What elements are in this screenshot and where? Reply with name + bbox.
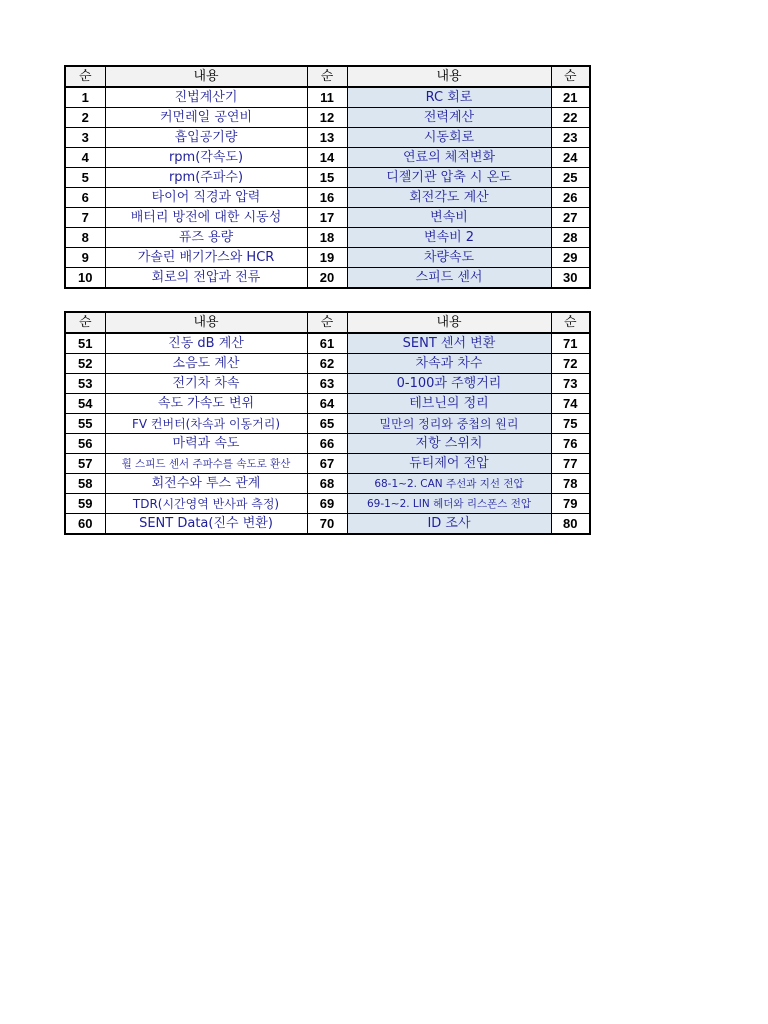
item-number: 77 [551, 454, 590, 474]
index-table-1 [64, 65, 591, 289]
item-title[interactable]: 마력과 속도 [105, 434, 307, 454]
table-row [65, 248, 590, 268]
item-number: 26 [551, 188, 590, 208]
item-number: 10 [65, 268, 105, 289]
header-content: 내용 [347, 312, 551, 333]
item-title[interactable]: 회로의 전압과 전류 [105, 268, 307, 289]
item-number: 7 [65, 208, 105, 228]
item-number: 20 [307, 268, 347, 289]
header-num: 순 [307, 66, 347, 87]
item-number: 28 [551, 228, 590, 248]
item-title[interactable]: 연료의 체적변화 [347, 148, 551, 168]
item-number: 16 [307, 188, 347, 208]
item-title[interactable]: 밀만의 정리와 중첩의 원리 [347, 414, 551, 434]
item-title[interactable]: SENT Data(진수 변환) [105, 514, 307, 535]
header-content: 내용 [105, 312, 307, 333]
item-title[interactable]: 진동 dB 계산 [105, 333, 307, 354]
table-row [65, 514, 590, 535]
item-number: 57 [65, 454, 105, 474]
item-number: 54 [65, 394, 105, 414]
item-number: 24 [551, 148, 590, 168]
item-title[interactable]: 디젤기관 압축 시 온도 [347, 168, 551, 188]
item-title[interactable]: TDR(시간영역 반사파 측정) [105, 494, 307, 514]
table-row [65, 374, 590, 394]
table-row [65, 128, 590, 148]
item-number: 67 [307, 454, 347, 474]
table-row [65, 108, 590, 128]
item-title[interactable]: SENT 센서 변환 [347, 333, 551, 354]
table-row [65, 268, 590, 289]
table-row [65, 434, 590, 454]
header-content: 내용 [105, 66, 307, 87]
item-title[interactable]: FV 컨버터(차속과 이동거리) [105, 414, 307, 434]
item-number: 17 [307, 208, 347, 228]
item-number: 76 [551, 434, 590, 454]
item-number: 25 [551, 168, 590, 188]
item-number: 79 [551, 494, 590, 514]
item-number: 56 [65, 434, 105, 454]
item-title[interactable]: 테브닌의 정리 [347, 394, 551, 414]
item-number: 58 [65, 474, 105, 494]
item-number: 64 [307, 394, 347, 414]
item-number: 55 [65, 414, 105, 434]
item-number: 29 [551, 248, 590, 268]
item-title[interactable]: 회전각도 계산 [347, 188, 551, 208]
table-row [65, 168, 590, 188]
item-title[interactable]: 가솔린 배기가스와 HCR [105, 248, 307, 268]
item-title[interactable]: 시동회로 [347, 128, 551, 148]
item-number: 13 [307, 128, 347, 148]
table-row [65, 494, 590, 514]
item-number: 52 [65, 354, 105, 374]
item-title[interactable]: 흡입공기량 [105, 128, 307, 148]
item-number: 80 [551, 514, 590, 535]
item-number: 74 [551, 394, 590, 414]
table-header-row [65, 312, 590, 333]
table-row [65, 454, 590, 474]
item-title[interactable]: 저항 스위치 [347, 434, 551, 454]
item-title[interactable]: 차속과 차수 [347, 354, 551, 374]
item-number: 11 [307, 87, 347, 108]
item-title[interactable]: 타이어 직경과 압력 [105, 188, 307, 208]
item-number: 78 [551, 474, 590, 494]
item-number: 5 [65, 168, 105, 188]
item-number: 59 [65, 494, 105, 514]
item-title[interactable]: ID 조사 [347, 514, 551, 535]
item-number: 14 [307, 148, 347, 168]
header-num: 순 [551, 312, 590, 333]
item-title[interactable]: rpm(각속도) [105, 148, 307, 168]
item-title[interactable]: 스피드 센서 [347, 268, 551, 289]
item-title[interactable]: 차량속도 [347, 248, 551, 268]
item-title[interactable]: 커먼레일 공연비 [105, 108, 307, 128]
table-row [65, 148, 590, 168]
item-number: 22 [551, 108, 590, 128]
item-number: 3 [65, 128, 105, 148]
header-content: 내용 [347, 66, 551, 87]
item-title[interactable]: 0-100과 주행거리 [347, 374, 551, 394]
table-row [65, 354, 590, 374]
item-number: 71 [551, 333, 590, 354]
item-number: 6 [65, 188, 105, 208]
item-number: 27 [551, 208, 590, 228]
table-row [65, 188, 590, 208]
item-number: 73 [551, 374, 590, 394]
table-row [65, 87, 590, 108]
header-num: 순 [307, 312, 347, 333]
index-table-2 [64, 311, 591, 535]
item-title[interactable]: 배터리 방전에 대한 시동성 [105, 208, 307, 228]
table-header-row [65, 66, 590, 87]
item-title[interactable]: 변속비 [347, 208, 551, 228]
header-num: 순 [65, 312, 105, 333]
item-title[interactable]: 전기차 차속 [105, 374, 307, 394]
item-number: 51 [65, 333, 105, 354]
table-row [65, 394, 590, 414]
table-row [65, 228, 590, 248]
item-number: 62 [307, 354, 347, 374]
table-row [65, 414, 590, 434]
item-number: 18 [307, 228, 347, 248]
item-number: 4 [65, 148, 105, 168]
item-title[interactable]: 속도 가속도 변위 [105, 394, 307, 414]
item-title[interactable]: 휠 스피드 센서 주파수를 속도로 환산 [105, 454, 307, 474]
item-number: 12 [307, 108, 347, 128]
table-row [65, 208, 590, 228]
item-title[interactable]: 전력계산 [347, 108, 551, 128]
item-number: 69 [307, 494, 347, 514]
item-number: 23 [551, 128, 590, 148]
item-number: 53 [65, 374, 105, 394]
item-number: 63 [307, 374, 347, 394]
item-number: 8 [65, 228, 105, 248]
table-row [65, 474, 590, 494]
item-number: 1 [65, 87, 105, 108]
item-number: 68 [307, 474, 347, 494]
item-number: 72 [551, 354, 590, 374]
item-title[interactable]: rpm(주파수) [105, 168, 307, 188]
item-title[interactable]: 변속비 2 [347, 228, 551, 248]
item-number: 9 [65, 248, 105, 268]
item-title[interactable]: 퓨즈 용량 [105, 228, 307, 248]
item-title[interactable]: 69-1~2. LIN 헤더와 리스폰스 전압 [347, 494, 551, 514]
item-number: 70 [307, 514, 347, 535]
item-number: 19 [307, 248, 347, 268]
item-number: 21 [551, 87, 590, 108]
item-number: 65 [307, 414, 347, 434]
table-row [65, 333, 590, 354]
item-number: 61 [307, 333, 347, 354]
item-title[interactable]: 듀티제어 전압 [347, 454, 551, 474]
item-number: 15 [307, 168, 347, 188]
item-number: 2 [65, 108, 105, 128]
item-title[interactable]: RC 회로 [347, 87, 551, 108]
item-title[interactable]: 회전수와 투스 관계 [105, 474, 307, 494]
item-title[interactable]: 소음도 계산 [105, 354, 307, 374]
item-number: 75 [551, 414, 590, 434]
item-number: 30 [551, 268, 590, 289]
item-title[interactable]: 68-1~2. CAN 주선과 지선 전압 [347, 474, 551, 494]
header-num: 순 [551, 66, 590, 87]
item-number: 60 [65, 514, 105, 535]
item-title[interactable]: 진법계산기 [105, 87, 307, 108]
header-num: 순 [65, 66, 105, 87]
item-number: 66 [307, 434, 347, 454]
